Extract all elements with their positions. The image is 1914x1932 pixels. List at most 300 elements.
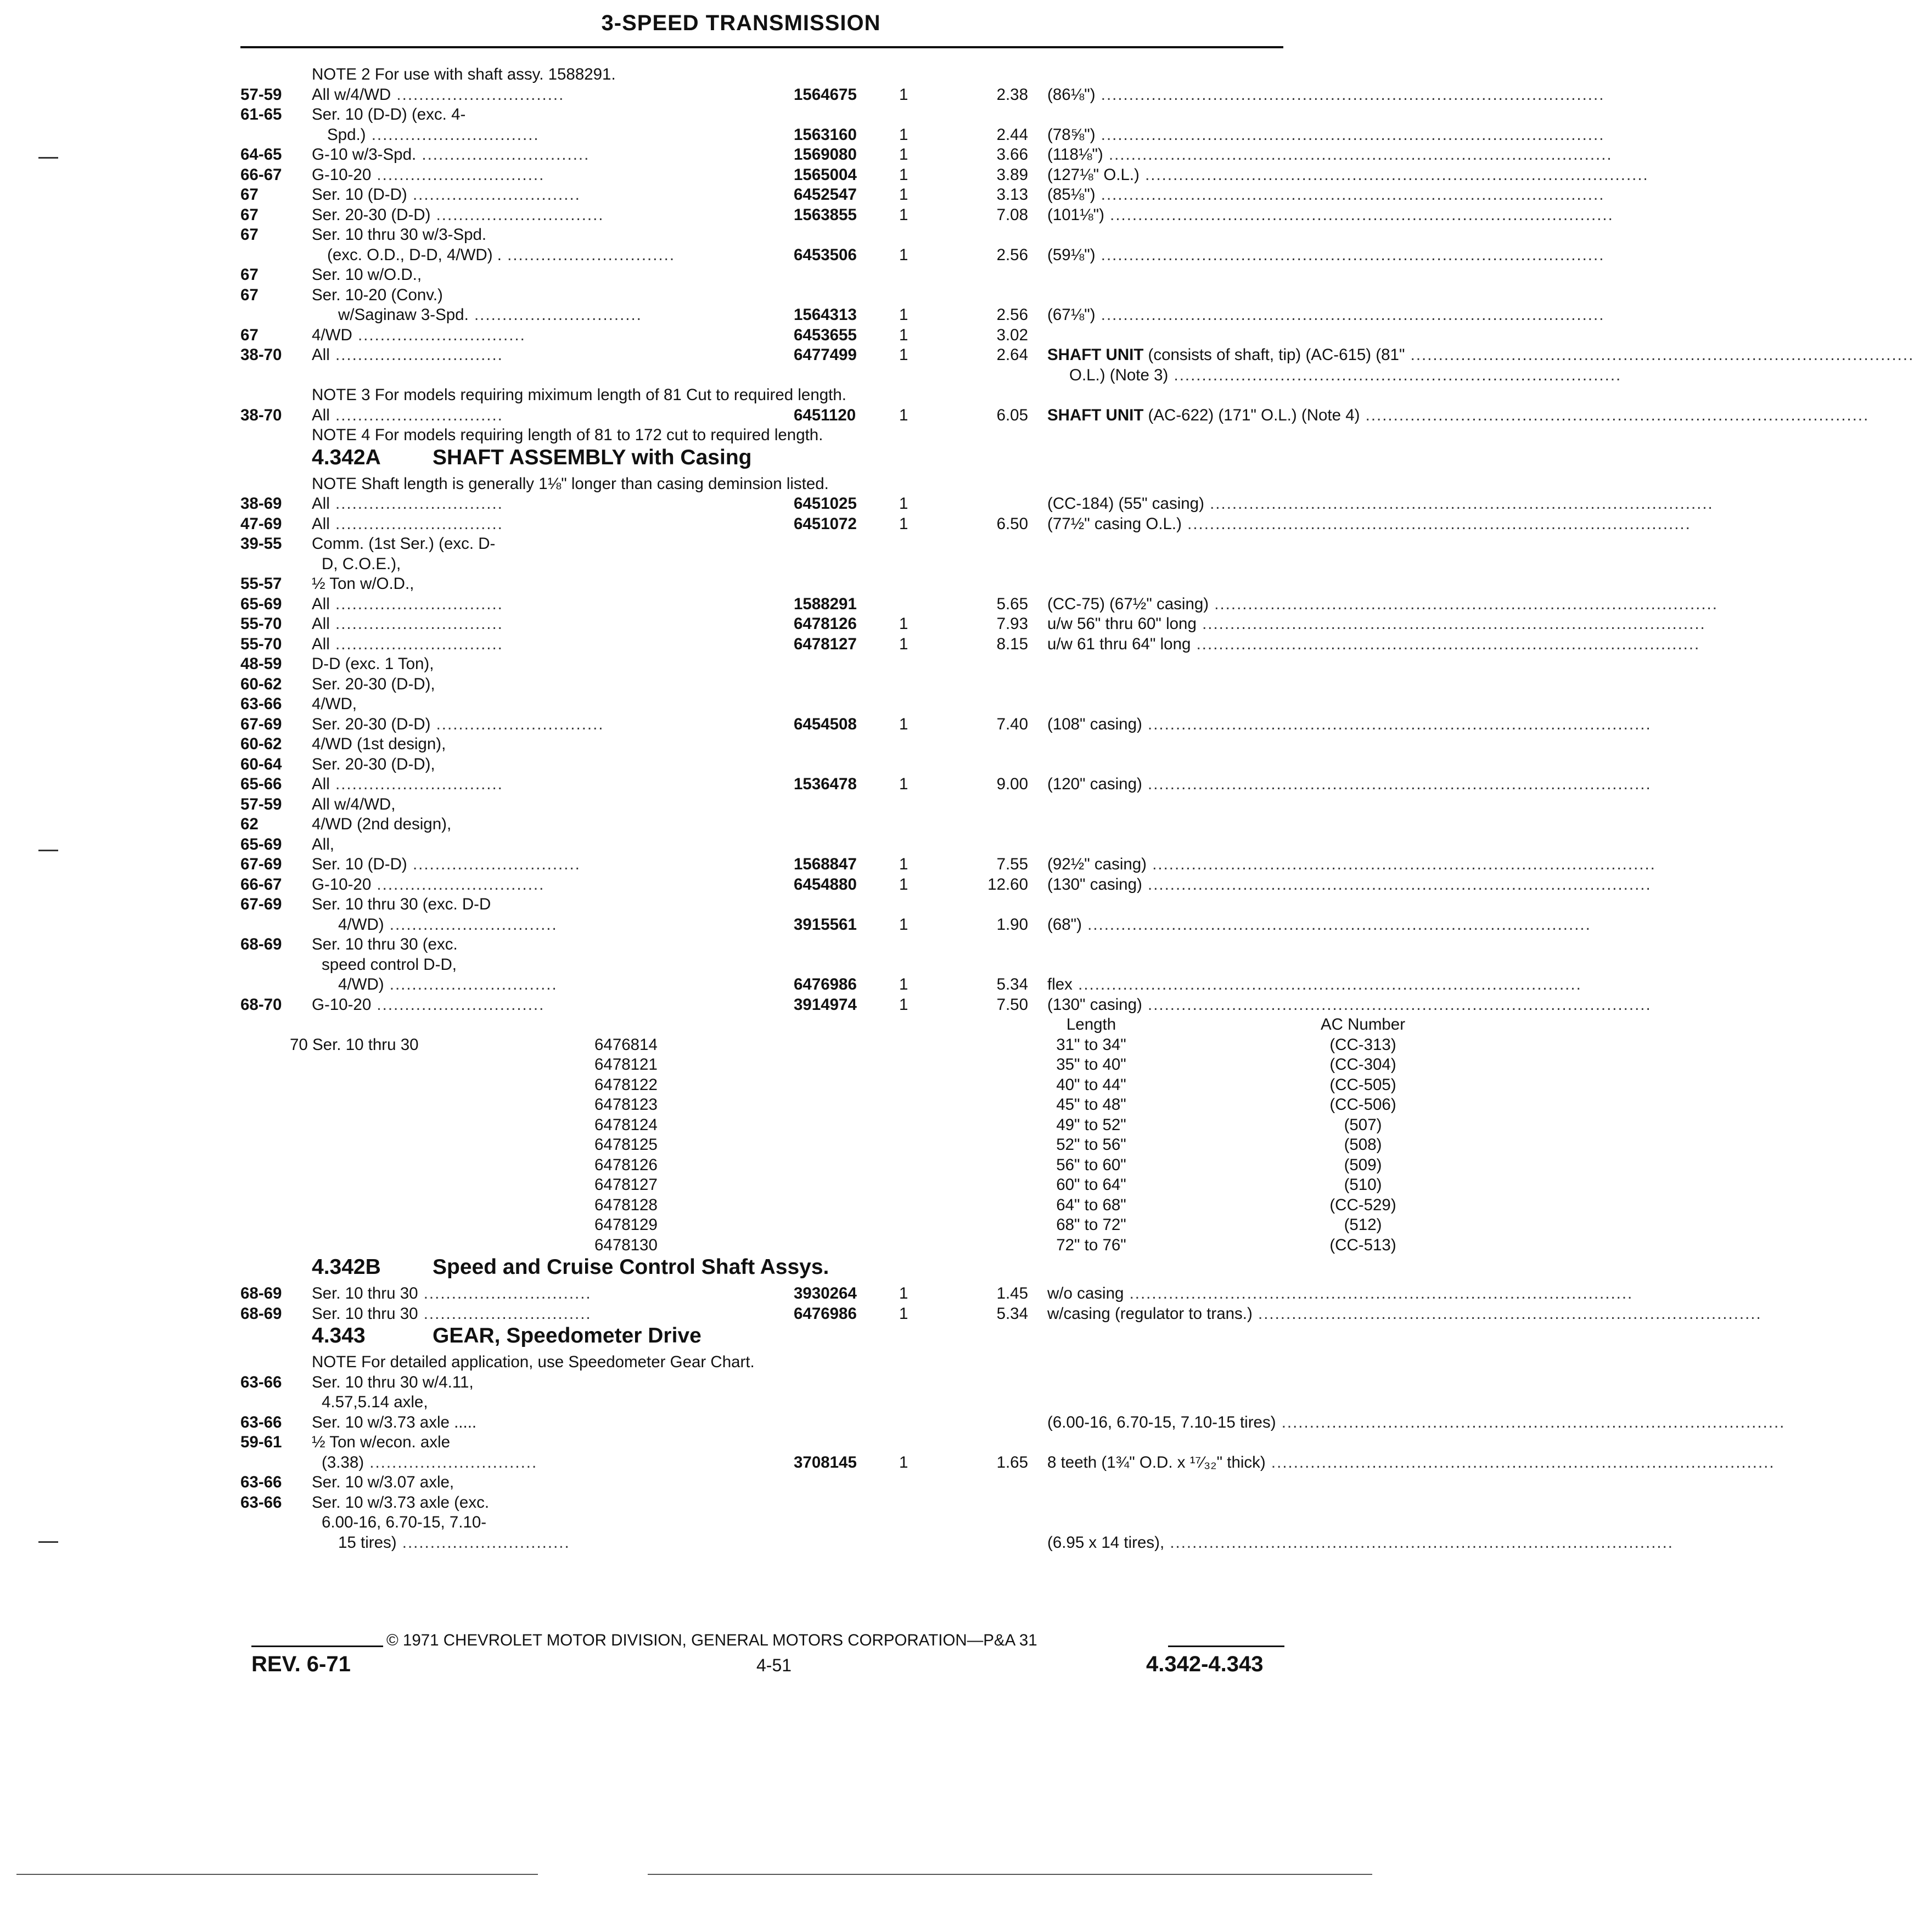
application-text: Comm. (1st Ser.) (exc. D-	[312, 535, 496, 553]
table-row	[240, 494, 1714, 514]
application-desc	[312, 574, 789, 594]
note-row	[240, 425, 1283, 446]
quantity: 1	[899, 915, 908, 934]
table-row	[240, 406, 1870, 426]
application-desc	[312, 654, 789, 675]
part-number: 6451025	[794, 495, 857, 513]
punch-mark	[38, 1541, 58, 1543]
note-text: NOTE Shaft length is generally 1⅛" longer than casing deminsion listed.	[312, 474, 829, 493]
remark	[1047, 774, 1652, 795]
remark	[1069, 366, 1622, 386]
application-text: Ser. 10 w/3.07 axle,	[312, 1473, 454, 1491]
punch-mark	[38, 850, 58, 851]
copyright-text: © 1971 CHEVROLET MOTOR DIVISION, GENERAL MOTORS CORPORATION—P&A 31	[386, 1631, 1037, 1649]
application-desc	[322, 1453, 799, 1473]
application-text: Spd.)	[327, 125, 366, 144]
item-type: SHAFT UNIT	[1047, 346, 1144, 364]
remark	[1047, 1453, 1775, 1473]
header-rule	[240, 46, 1283, 48]
table-row	[240, 205, 1614, 226]
leader-dots: ..............................	[329, 634, 503, 653]
application-desc	[312, 325, 789, 346]
quantity: 1	[899, 715, 908, 733]
application-desc	[312, 1284, 789, 1304]
leader-dots: ..........................................................................................	[1164, 1533, 1674, 1552]
model-years: 63-66	[240, 1413, 282, 1431]
leader-dots: ..........................................................................................	[1095, 85, 1605, 104]
application-text: Ser. 10 (D-D)	[312, 186, 407, 204]
remark-text: flex	[1047, 975, 1073, 993]
application-desc	[312, 995, 789, 1015]
table-row	[240, 1115, 1382, 1136]
application-text: (exc. O.D., D-D, 4/WD) .	[327, 245, 502, 264]
application-text: All	[312, 775, 330, 793]
table-row	[240, 1035, 1396, 1055]
application-text: 4/WD)	[338, 915, 384, 934]
part-number: 1563160	[794, 125, 857, 144]
application-desc	[312, 1473, 789, 1493]
table-row	[240, 105, 1283, 125]
table-row	[240, 345, 1914, 366]
quantity: 1	[899, 406, 908, 424]
model-years: 68-69	[240, 935, 282, 953]
table-row	[240, 1513, 1283, 1533]
model-years: 60-62	[240, 675, 282, 693]
model-years: 63-66	[240, 1373, 282, 1391]
table-row	[240, 366, 1622, 386]
list-price: 8.15	[996, 634, 1028, 653]
part-number: 6478129	[594, 1216, 658, 1234]
model-years: 68-70	[240, 995, 282, 1014]
remark	[1047, 715, 1652, 735]
table-row	[240, 675, 1283, 695]
quantity: 1	[899, 514, 908, 533]
table-row	[240, 795, 1283, 815]
model-years: 67	[240, 186, 259, 204]
casing-length: 31" to 34"	[1056, 1035, 1126, 1054]
model-years: 47-69	[240, 514, 282, 533]
part-number: 1536478	[794, 775, 857, 793]
leader-dots: ..........................................................................................	[1095, 306, 1605, 324]
note-text: NOTE 4 For models requiring length of 81 to 172 cut to required length.	[312, 426, 823, 444]
table-row	[240, 875, 1652, 895]
remark	[1047, 995, 1652, 1015]
application-desc	[312, 1493, 789, 1513]
table-row	[240, 715, 1652, 735]
leader-dots: ..............................	[329, 775, 503, 793]
model-years: 63-66	[240, 695, 282, 713]
ac-number: (CC-513)	[1329, 1235, 1396, 1254]
part-number: 6478127	[594, 1176, 658, 1194]
cruise-shaft-list	[240, 1284, 1762, 1324]
list-price: 7.93	[996, 615, 1028, 633]
application-desc	[312, 755, 789, 775]
table-row	[240, 895, 1283, 915]
section-heading	[240, 1326, 1283, 1351]
list-price: 5.65	[996, 594, 1028, 613]
table-row	[240, 815, 1283, 835]
application-desc	[312, 614, 789, 634]
leader-dots: ..........................................................................................	[1095, 125, 1605, 144]
remark-text: (92½" casing)	[1047, 855, 1147, 873]
parts-listing	[240, 65, 1914, 1553]
table-row	[240, 614, 1706, 634]
application-text: Ser. 10 thru 30 (exc. D-D	[312, 895, 491, 913]
section-heading	[240, 445, 1283, 473]
remark	[1047, 634, 1700, 655]
application-desc	[312, 1304, 789, 1324]
application-desc	[312, 225, 789, 245]
remark-text: O.L.) (Note 3)	[1069, 366, 1169, 384]
model-years: 63-66	[240, 1473, 282, 1491]
application-text: Ser. 10 w/O.D.,	[312, 266, 422, 284]
leader-dots: ..........................................................................................	[1103, 145, 1613, 164]
model-years: 67-69	[240, 895, 282, 913]
application-desc	[312, 935, 789, 955]
list-price: 5.34	[996, 975, 1028, 993]
application-desc	[312, 185, 789, 205]
table-row	[240, 594, 1718, 615]
leader-dots: ..............................	[371, 165, 545, 184]
remark	[1047, 85, 1605, 105]
leader-dots: ..............................	[329, 495, 503, 513]
application-text: All	[312, 514, 330, 533]
ac-number: (CC-506)	[1329, 1096, 1396, 1114]
leader-dots: ..............................	[416, 145, 590, 164]
table-row	[240, 245, 1605, 266]
part-number: 6478127	[794, 634, 857, 653]
application-desc	[312, 835, 789, 855]
part-number: 6454508	[794, 715, 857, 733]
application-desc	[312, 634, 789, 655]
application-desc	[312, 895, 789, 915]
application-text: All,	[312, 835, 334, 853]
column-header-length: Length	[1066, 1015, 1116, 1034]
application-text: ½ Ton w/econ. axle	[312, 1433, 451, 1451]
application-text: (3.38)	[322, 1453, 364, 1472]
scan-edge-line	[648, 1874, 1372, 1875]
application-desc	[312, 406, 789, 426]
table-row	[240, 935, 1283, 955]
list-price: 2.56	[996, 245, 1028, 264]
table-row	[240, 145, 1613, 165]
table-row	[240, 225, 1283, 245]
remark	[1047, 494, 1714, 514]
application-text: 4/WD	[312, 325, 352, 344]
table-row	[240, 1155, 1382, 1176]
application-text: All	[312, 634, 330, 653]
model-years: 64-65	[240, 145, 282, 164]
model-years: 65-69	[240, 594, 282, 613]
model-years: 38-69	[240, 495, 282, 513]
table-row	[240, 755, 1283, 775]
table-row	[240, 1284, 1634, 1304]
table-row	[240, 185, 1605, 205]
leader-dots: ..............................	[384, 915, 558, 934]
leader-dots: ..........................................................................................	[1204, 495, 1714, 513]
application-desc	[322, 1392, 799, 1413]
remark-text: (6.95 x 14 tires),	[1047, 1533, 1165, 1552]
application-text: D, C.O.E.),	[322, 554, 401, 573]
part-number: 6454880	[794, 875, 857, 894]
leader-dots: ..............................	[329, 594, 503, 613]
quantity: 1	[899, 346, 908, 364]
leader-dots: ..........................................................................................	[1095, 245, 1605, 264]
part-number: 3930264	[794, 1284, 857, 1302]
part-number: 6478126	[594, 1155, 658, 1174]
leader-dots: ..........................................................................................	[1265, 1453, 1775, 1472]
model-years: 38-70	[240, 406, 282, 424]
quantity: 1	[899, 125, 908, 144]
revision-label: REV. 6-71	[251, 1652, 351, 1676]
leader-dots: ..............................	[329, 514, 503, 533]
speedometer-gear-list	[240, 1352, 1786, 1553]
application-text: All	[312, 346, 330, 364]
shaft-assembly-list	[240, 474, 1718, 1015]
part-number: 6478124	[594, 1115, 658, 1134]
page-title: 3-SPEED TRANSMISSION	[601, 11, 881, 35]
remark-text: (78⅝")	[1047, 125, 1096, 144]
remark-text: (86⅛")	[1047, 85, 1096, 104]
table-row	[240, 85, 1605, 105]
leader-dots: ..............................	[430, 715, 604, 733]
remark	[1047, 594, 1718, 615]
part-number: 6451072	[794, 514, 857, 533]
remark	[1047, 345, 1914, 366]
application-desc	[312, 85, 789, 105]
application-text: Ser. 10 (D-D) (exc. 4-	[312, 105, 466, 123]
remark	[1047, 975, 1582, 995]
ac-number: (CC-505)	[1329, 1075, 1396, 1094]
application-desc	[312, 165, 789, 186]
quantity: 1	[899, 165, 908, 184]
section-number: 4.342B	[312, 1255, 381, 1279]
quantity: 1	[899, 1453, 908, 1472]
remark	[1047, 125, 1605, 145]
list-price: 1.45	[996, 1284, 1028, 1302]
part-number: 1565004	[794, 165, 857, 184]
model-years: 63-66	[240, 1493, 282, 1512]
ac-number: (508)	[1344, 1136, 1382, 1154]
list-price: 6.05	[996, 406, 1028, 424]
list-price: 7.55	[996, 855, 1028, 873]
section-title: GEAR, Speedometer Drive	[433, 1324, 701, 1347]
ac-number: (507)	[1344, 1115, 1382, 1134]
application-desc	[312, 105, 789, 125]
remark	[1047, 915, 1591, 935]
leader-dots: ..............................	[407, 186, 581, 204]
part-number: 3914974	[794, 995, 857, 1014]
table-row	[240, 125, 1605, 145]
quantity: 1	[899, 1304, 908, 1323]
table-row	[240, 654, 1283, 675]
footer-rule	[1168, 1645, 1284, 1647]
application-text: All w/4/WD,	[312, 795, 396, 813]
remark	[1047, 1533, 1674, 1553]
application-desc	[312, 265, 789, 285]
application-text: All	[312, 495, 330, 513]
application-desc	[312, 145, 789, 165]
note-row	[240, 65, 1283, 85]
leader-dots: ..........................................................................................	[1191, 634, 1700, 653]
remark-text: (CC-184) (55" casing)	[1047, 495, 1204, 513]
ac-number: (512)	[1344, 1216, 1382, 1234]
punch-mark	[38, 157, 58, 159]
quantity: 1	[899, 995, 908, 1014]
list-price: 2.44	[996, 125, 1028, 144]
part-number: 6477499	[794, 346, 857, 364]
quantity: 1	[899, 615, 908, 633]
model-years: 59-61	[240, 1433, 282, 1451]
remark-text: w/o casing	[1047, 1284, 1124, 1302]
application-text: Ser. 20-30 (D-D)	[312, 205, 431, 224]
application-desc	[312, 594, 789, 615]
remark-text: (67⅛")	[1047, 306, 1096, 324]
leader-dots: ..............................	[418, 1304, 592, 1323]
leader-dots: ................................................................................	[1168, 366, 1622, 384]
part-number: 6478123	[594, 1096, 658, 1114]
remark-text: (85⅛")	[1047, 186, 1096, 204]
application-desc	[312, 1433, 789, 1453]
model-years: 39-55	[240, 535, 282, 553]
leader-dots: ..............................	[352, 325, 526, 344]
table-row	[240, 1392, 1283, 1413]
application-text: All	[312, 406, 330, 424]
application-text: Ser. 20-30 (D-D),	[312, 675, 435, 693]
table-row	[240, 1055, 1396, 1075]
leader-dots: ..............................	[329, 615, 503, 633]
table-row	[240, 734, 1283, 755]
note-row	[240, 474, 1283, 495]
remark-text: u/w 56" thru 60" long	[1047, 615, 1197, 633]
remark-text: (120" casing)	[1047, 775, 1142, 793]
application-text: G-10 w/3-Spd.	[312, 145, 417, 164]
leader-dots: ..............................	[501, 245, 676, 264]
application-desc	[312, 514, 789, 535]
application-desc	[312, 875, 789, 895]
table-row	[240, 774, 1652, 795]
application-desc	[312, 774, 789, 795]
remark-text: (127⅛" O.L.)	[1047, 165, 1140, 184]
list-price: 3.13	[996, 186, 1028, 204]
application-desc	[338, 975, 816, 995]
table-row	[240, 305, 1605, 325]
model-years: 66-67	[240, 875, 282, 894]
note-text: NOTE 2 For use with shaft assy. 1588291.	[312, 65, 616, 83]
model-years: 67	[240, 285, 259, 304]
application-text: Ser. 10 w/3.73 axle (exc.	[312, 1493, 490, 1512]
quantity: 1	[899, 875, 908, 894]
ac-number: (509)	[1344, 1155, 1382, 1174]
leader-dots: ..........................................................................................	[1209, 594, 1718, 613]
application-desc	[312, 1413, 789, 1433]
ac-number: (CC-529)	[1329, 1195, 1396, 1214]
part-number: 6478130	[594, 1235, 658, 1254]
application-text: 4/WD (1st design),	[312, 735, 446, 753]
part-number: 3915561	[794, 915, 857, 934]
remark-text: 8 teeth (1¾" O.D. x ¹⁷⁄₃₂" thick)	[1047, 1453, 1266, 1472]
leader-dots: ..............................	[364, 1453, 538, 1472]
application-text: 4.57,5.14 axle,	[322, 1393, 428, 1411]
application-desc	[338, 915, 816, 935]
remark	[1047, 614, 1706, 634]
quantity: 1	[899, 186, 908, 204]
application-desc: 70 Ser. 10 thru 30	[290, 1035, 419, 1054]
model-years: 65-69	[240, 835, 282, 853]
table-row	[240, 975, 1582, 995]
casing-length: 72" to 76"	[1056, 1235, 1126, 1254]
remark-text: (101⅛")	[1047, 205, 1104, 224]
application-text: Ser. 20-30 (D-D),	[312, 755, 435, 773]
model-years: 61-65	[240, 105, 282, 123]
list-price: 7.08	[996, 205, 1028, 224]
table-row	[240, 694, 1283, 715]
remark	[1047, 245, 1605, 266]
table-row	[240, 1493, 1283, 1513]
note-row	[240, 385, 1283, 406]
application-desc	[338, 1533, 816, 1553]
model-years: 55-70	[240, 615, 282, 633]
list-price: 3.89	[996, 165, 1028, 184]
application-text: 4/WD)	[338, 975, 384, 993]
quantity: 1	[899, 85, 908, 104]
remark-text: u/w 61 thru 64" long	[1047, 634, 1191, 653]
table-row	[240, 534, 1283, 554]
section-range: 4.342-4.343	[1146, 1652, 1264, 1676]
application-desc	[312, 285, 789, 306]
part-number: 1564313	[794, 306, 857, 324]
ac-number: (510)	[1344, 1176, 1382, 1194]
list-price: 2.56	[996, 306, 1028, 324]
model-years: 68-69	[240, 1304, 282, 1323]
application-desc	[322, 554, 799, 575]
table-row	[240, 574, 1283, 594]
application-text: 4/WD (2nd design),	[312, 815, 452, 833]
section-heading	[240, 1257, 1283, 1283]
table-row	[240, 1175, 1382, 1195]
table-row	[240, 285, 1283, 306]
table-row	[240, 1304, 1762, 1324]
quantity: 1	[899, 775, 908, 793]
list-price: 7.40	[996, 715, 1028, 733]
model-years: 55-70	[240, 634, 282, 653]
table-row	[240, 554, 1283, 575]
model-years: 67	[240, 226, 259, 244]
model-years: 65-66	[240, 775, 282, 793]
part-number: 6452547	[794, 186, 857, 204]
casing-length: 64" to 68"	[1056, 1195, 1126, 1214]
application-desc	[312, 1373, 789, 1393]
table-row	[240, 1453, 1775, 1473]
leader-dots: ..............................	[371, 995, 545, 1014]
leader-dots: ..........................................................................................	[1196, 615, 1706, 633]
remark-text: (68")	[1047, 915, 1082, 934]
remark-text: (130" casing)	[1047, 995, 1142, 1014]
application-text: 6.00-16, 6.70-15, 7.10-	[322, 1513, 487, 1531]
footer-rule	[251, 1645, 383, 1647]
part-number: 6478121	[594, 1055, 658, 1074]
application-desc	[312, 494, 789, 514]
application-text: 15 tires)	[338, 1533, 397, 1552]
remark	[1047, 205, 1614, 226]
application-text: Ser. 10 w/3.73 axle .....	[312, 1413, 477, 1431]
part-number: 6478128	[594, 1195, 658, 1214]
leader-dots: ..........................................................................................	[1181, 514, 1691, 533]
list-price: 3.66	[996, 145, 1028, 164]
casing-length: 40" to 44"	[1056, 1075, 1126, 1094]
application-text: Ser. 20-30 (D-D)	[312, 715, 431, 733]
model-years: 68-69	[240, 1284, 282, 1302]
